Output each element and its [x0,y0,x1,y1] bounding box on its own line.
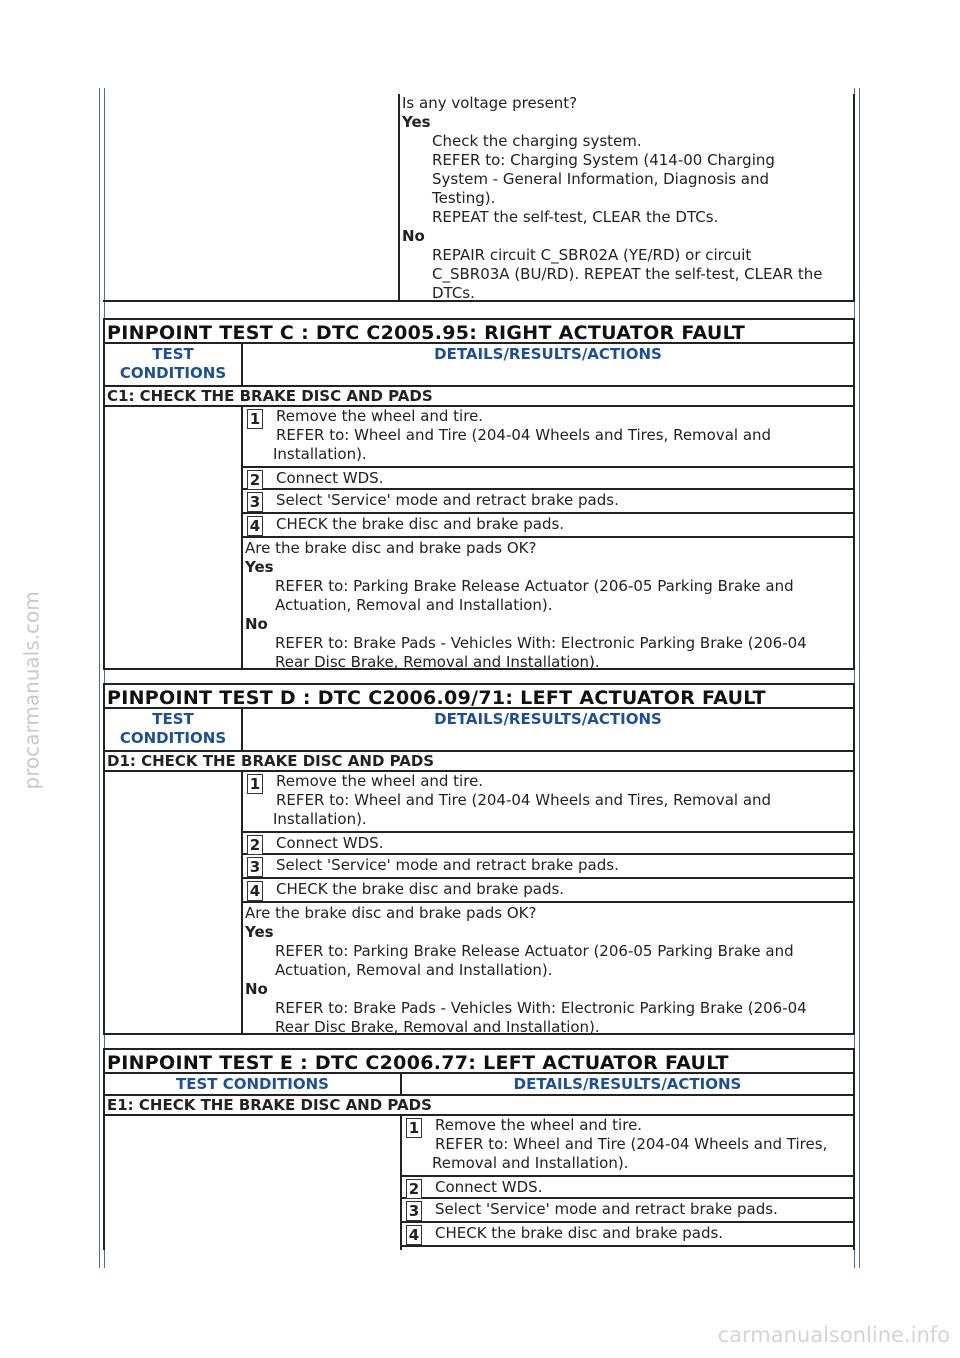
action-item [243,468,853,490]
step-number-badge: 3 [247,492,263,512]
step-body [103,1116,855,1250]
step-number-badge: 2 [247,835,263,855]
previous-test-continuation [103,94,855,302]
actions-cell [243,407,853,671]
no-line: DTCs. [432,284,475,302]
step-number-badge: 2 [406,1179,422,1199]
test-title: PINPOINT TEST E : DTC C2006.77: LEFT ACTUATOR FAULT [103,1048,855,1074]
action-text: Installation). [273,445,367,463]
pinpoint-test-e [103,1048,855,1250]
action-item [243,490,853,514]
action-item [243,772,853,833]
step-heading: D1: CHECK THE BRAKE DISC AND PADS [103,752,855,772]
details-results-actions-header: DETAILS/RESULTS/ACTIONS [434,710,662,728]
yes-label: Yes [245,558,274,576]
yes-line: REFER to: Parking Brake Release Actuator (206-05 Parking Brake and [275,577,794,595]
action-text: REFER to: Wheel and Tire (204-04 Wheels and Tires, Removal and [276,791,772,809]
column-header-row [103,709,855,752]
no-line: REFER to: Brake Pads - Vehicles With: Electronic Parking Brake (206-04 [275,634,807,652]
action-text: Remove the wheel and tire. [276,407,484,425]
pinpoint-test-c [103,318,855,670]
no-line: Rear Disc Brake, Removal and Installation). [275,1018,600,1036]
yes-line: Check the charging system. [432,132,642,150]
action-text: Select 'Service' mode and retract brake pads. [276,491,619,509]
action-text: CHECK the brake disc and brake pads. [276,515,565,533]
no-label: No [245,615,268,633]
details-results-actions-header: DETAILS/RESULTS/ACTIONS [434,345,662,363]
step-number-badge: 4 [247,881,263,901]
no-label: No [402,227,425,245]
conditions-cell [105,407,243,668]
step-heading: C1: CHECK THE BRAKE DISC AND PADS [103,387,855,407]
right-margin-line-outer [859,88,860,1268]
action-item [402,1199,853,1223]
yes-line: REFER to: Charging System (414-00 Charging [432,151,775,169]
action-item [243,514,853,538]
result-cell [398,94,855,302]
step-number-badge: 1 [247,774,263,794]
action-text: Removal and Installation). [432,1154,629,1172]
action-text: Select 'Service' mode and retract brake pads. [435,1200,778,1218]
test-conditions-header: TEST CONDITIONS [105,709,243,750]
step-number-badge: 1 [247,409,263,429]
action-item [243,833,853,855]
voltage-question: Is any voltage present? [402,94,578,112]
no-line: Rear Disc Brake, Removal and Installation). [275,653,600,671]
action-item [402,1223,853,1247]
action-text: CHECK the brake disc and brake pads. [276,880,565,898]
action-item [402,1116,853,1177]
conditions-cell [105,772,243,1033]
bottom-watermark: carmanualsonline.info [717,1323,950,1347]
test-title: PINPOINT TEST C : DTC C2005.95: RIGHT ACTUATOR FAULT [103,318,855,344]
test-conditions-header: TEST CONDITIONS [105,1074,402,1094]
column-header-row [103,344,855,387]
step-number-badge: 3 [406,1201,422,1221]
step-body [103,772,855,1036]
test-conditions-header: TEST CONDITIONS [105,344,243,385]
action-text: Remove the wheel and tire. [435,1116,643,1134]
pinpoint-test-d [103,683,855,1035]
action-item [243,407,853,468]
no-line: C_SBR03A (BU/RD). REPEAT the self-test, CLEAR the [432,265,823,283]
action-text: REFER to: Wheel and Tire (204-04 Wheels and Tires, Removal and [276,426,772,444]
yes-line: REFER to: Parking Brake Release Actuator (206-05 Parking Brake and [275,942,794,960]
action-text: Connect WDS. [276,469,384,487]
action-text: Connect WDS. [435,1178,543,1196]
cell-bottom-border [103,300,400,302]
action-text: Select 'Service' mode and retract brake pads. [276,856,619,874]
result-question: Are the brake disc and brake pads OK? [245,904,537,922]
actions-cell [243,772,853,1036]
details-results-actions-header: DETAILS/RESULTS/ACTIONS [513,1075,742,1093]
action-text: Connect WDS. [276,834,384,852]
step-number-badge: 4 [247,516,263,536]
actions-cell [402,1116,853,1250]
yes-label: Yes [245,923,274,941]
no-label: No [245,980,268,998]
conditions-cell [105,1116,402,1250]
action-text: Remove the wheel and tire. [276,772,484,790]
left-margin-line-outer [99,88,100,1268]
result-question: Are the brake disc and brake pads OK? [245,539,537,557]
action-item [243,855,853,879]
test-title: PINPOINT TEST D : DTC C2006.09/71: LEFT ACTUATOR FAULT [103,683,855,709]
yes-line: System - General Information, Diagnosis and [432,170,770,188]
yes-line: Actuation, Removal and Installation). [275,961,553,979]
yes-label: Yes [402,113,431,131]
action-text: CHECK the brake disc and brake pads. [435,1224,724,1242]
action-item [243,879,853,903]
action-text: REFER to: Wheel and Tire (204-04 Wheels and Tires, [435,1135,828,1153]
column-header-row [103,1074,855,1096]
step-number-badge: 1 [406,1118,422,1138]
no-line: REPAIR circuit C_SBR02A (YE/RD) or circuit [432,246,752,264]
result-block [243,903,853,1036]
yes-line: REPEAT the self-test, CLEAR the DTCs. [432,208,719,226]
side-watermark: procarmanuals.com [19,591,44,790]
step-number-badge: 3 [247,857,263,877]
result-block [243,538,853,671]
step-heading: E1: CHECK THE BRAKE DISC AND PADS [103,1096,855,1116]
no-line: REFER to: Brake Pads - Vehicles With: Electronic Parking Brake (206-04 [275,999,807,1017]
step-body [103,407,855,671]
step-number-badge: 2 [247,470,263,490]
action-text: Installation). [273,810,367,828]
step-number-badge: 4 [406,1225,422,1245]
yes-line: Testing). [432,189,496,207]
yes-line: Actuation, Removal and Installation). [275,596,553,614]
action-item [402,1177,853,1199]
